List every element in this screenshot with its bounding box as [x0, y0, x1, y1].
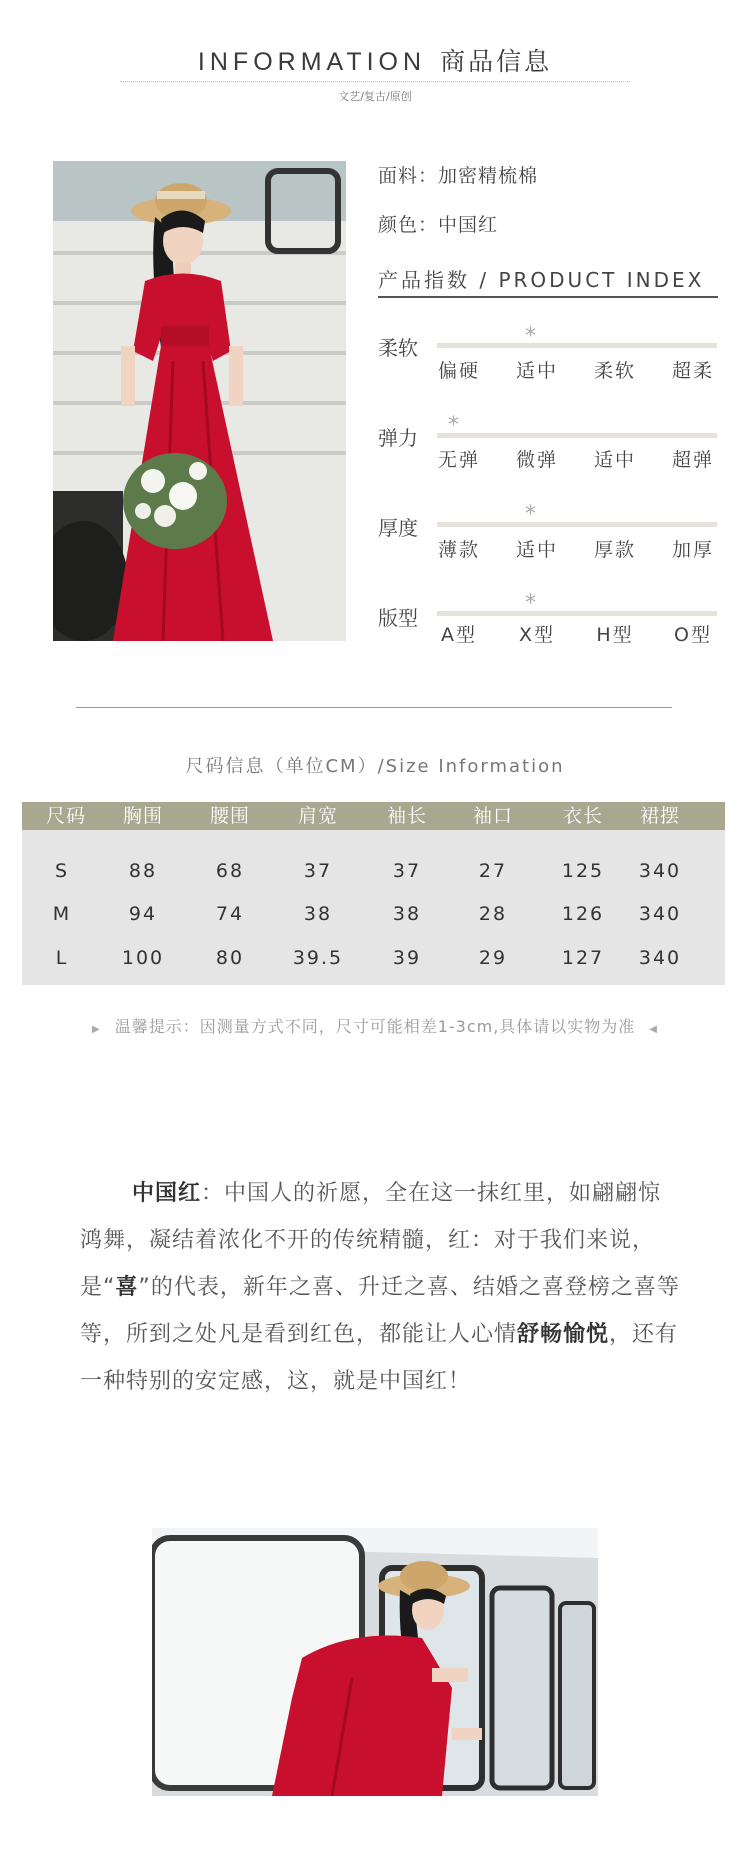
index-bar-fit: [437, 611, 717, 616]
description-lead: 中国红: [132, 1181, 202, 1206]
size-table-cell: 38: [392, 903, 422, 925]
size-table-cell: 125: [561, 860, 605, 882]
index-option: 超弹: [671, 449, 714, 471]
description-text: ”的代表，新年之喜、升迁之喜、结婚之喜登榜之喜等等，所到之处凡是看到红色，都能让人心情: [80, 1275, 680, 1347]
index-option: 偏硬: [437, 360, 480, 382]
size-table-header-cell: 尺码: [45, 805, 86, 827]
size-table-header-cell: 袖口: [472, 805, 513, 827]
measurement-tip-text: 温馨提示：因测量方式不同，尺寸可能相差1-3cm,具体请以实物为准: [114, 1017, 636, 1036]
size-table-cell: 94: [128, 903, 158, 925]
index-marker-fit: *: [525, 591, 536, 616]
size-info-title: 尺码信息（单位CM）/Size Information: [185, 756, 565, 777]
index-option: 加厚: [671, 539, 714, 561]
size-table-header-cell: 裙摆: [639, 805, 680, 827]
product-photo-bus-window: [152, 1528, 598, 1796]
size-table-cell: L: [55, 947, 69, 969]
fabric-spec: 面料：加密精梳棉: [378, 165, 539, 187]
size-table-cell: S: [54, 860, 70, 882]
index-option: 厚款: [593, 539, 636, 561]
size-table-cell: 340: [638, 903, 682, 925]
size-table-header-cell: 袖长: [386, 805, 427, 827]
size-table-cell: 39: [392, 947, 422, 969]
index-option: H型: [596, 624, 634, 646]
index-option: X型: [518, 624, 556, 646]
size-table-header-cell: 衣长: [562, 805, 603, 827]
description-emphasis: 喜: [115, 1275, 139, 1300]
index-bar-elasticity: [437, 433, 717, 438]
size-table-cell: 37: [303, 860, 333, 882]
size-table-header-cell: 肩宽: [297, 805, 338, 827]
size-table-cell: 27: [478, 860, 508, 882]
index-label-softness: 柔软: [378, 336, 418, 360]
index-option: O型: [674, 624, 712, 646]
size-table-cell: 126: [561, 903, 605, 925]
index-option: A型: [441, 624, 477, 646]
index-option: 适中: [593, 449, 636, 471]
index-marker-elasticity: *: [448, 413, 459, 438]
size-table-cell: M: [52, 903, 72, 925]
index-option: 柔软: [593, 360, 636, 382]
size-table-cell: 37: [392, 860, 422, 882]
dotted-divider: [120, 81, 630, 82]
index-marker-thickness: *: [525, 502, 536, 527]
section-divider: [76, 707, 672, 708]
product-index-title: 产品指数 / PRODUCT INDEX: [378, 268, 705, 292]
index-bar-softness: [437, 343, 717, 348]
index-label-fit: 版型: [378, 606, 418, 630]
size-table-header-cell: 胸围: [122, 805, 163, 827]
color-spec: 颜色：中国红: [378, 214, 499, 236]
index-option: 超柔: [671, 360, 714, 382]
size-table-cell: 80: [215, 947, 245, 969]
index-option: 适中: [515, 360, 558, 382]
index-option: 无弹: [437, 449, 480, 471]
index-marker-softness: *: [525, 324, 536, 349]
size-table-cell: 39.5: [292, 947, 344, 969]
size-table-cell: 340: [638, 860, 682, 882]
size-table-cell: 127: [561, 947, 605, 969]
description-paragraph: [80, 1170, 680, 1405]
index-option: 微弹: [515, 449, 558, 471]
section-subtitle: 文艺/复古/原创: [338, 90, 412, 103]
arrow-left-icon: ◀: [649, 1024, 658, 1035]
index-bar-thickness: [437, 522, 717, 527]
section-title-cn: 商品信息: [440, 48, 553, 76]
section-title-en: INFORMATION: [197, 48, 427, 76]
index-label-elasticity: 弹力: [378, 426, 418, 450]
description-text: ：中国人的祈愿，全在这一抹红里，如翩翩惊鸿舞，凝结着浓化不开的传统精髓，红：对于我们来说，是“: [80, 1181, 662, 1300]
product-photo-main: [53, 161, 346, 641]
index-option: 薄款: [437, 539, 480, 561]
size-table-header-cell: 腰围: [209, 805, 250, 827]
size-table-cell: 38: [303, 903, 333, 925]
size-table-cell: 28: [478, 903, 508, 925]
size-table-cell: 68: [215, 860, 245, 882]
size-table-cell: 74: [215, 903, 245, 925]
size-table-cell: 29: [478, 947, 508, 969]
description-text: ，还有一种特别的安定感，这，就是中国红！: [80, 1322, 679, 1394]
size-table-cell: 100: [121, 947, 165, 969]
size-table-cell: 88: [128, 860, 158, 882]
index-label-thickness: 厚度: [378, 516, 418, 540]
index-option: 适中: [515, 539, 558, 561]
measurement-tip: [0, 1014, 750, 1037]
arrow-right-icon: ▶: [91, 1024, 101, 1035]
product-index-divider: [378, 296, 718, 298]
section-title: [0, 42, 750, 78]
size-table-cell: 340: [638, 947, 682, 969]
description-emphasis: 舒畅愉悦: [517, 1322, 610, 1347]
